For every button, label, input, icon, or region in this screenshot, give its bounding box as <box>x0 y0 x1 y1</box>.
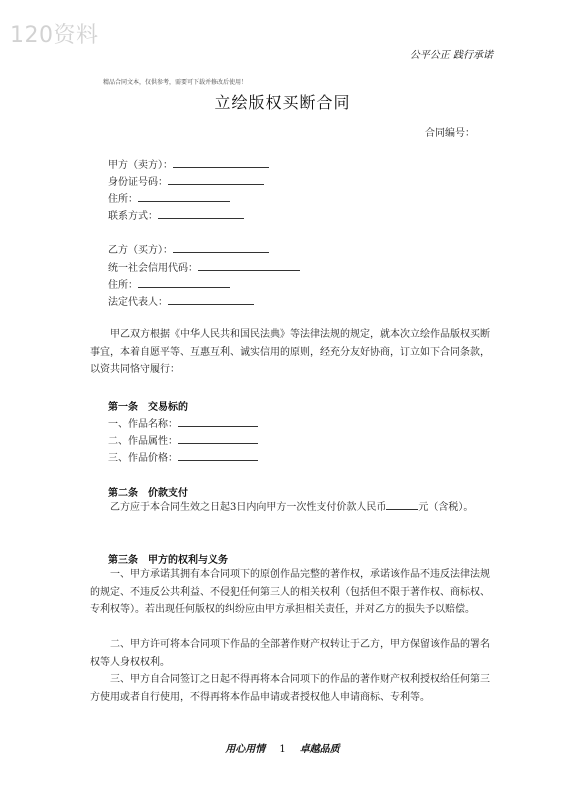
party-a-contact-blank <box>158 208 244 219</box>
footer-right-text: 卓越品质 <box>299 744 340 755</box>
party-a-address-label: 住所： <box>108 194 138 205</box>
party-a-address-blank <box>138 191 230 202</box>
footer-left-text: 用心用情 <box>225 744 266 755</box>
article-1-item <box>108 449 258 464</box>
party-b-credit-code-field <box>108 260 300 277</box>
work-price-blank <box>178 450 258 461</box>
party-a-name-label: 甲方（卖方）： <box>108 160 173 171</box>
party-a-id-field <box>108 174 264 191</box>
party-b-legal-rep-label: 法定代表人： <box>108 297 168 308</box>
party-b-legal-rep-blank <box>168 294 254 305</box>
payment-text-before: 乙方应于本合同生效之日起3日内向甲方一次性支付价款人民币 <box>110 502 387 513</box>
party-a-id-blank <box>168 174 264 185</box>
usage-notice: 精品合同文本，仅供参考，需要可下载并修改后使用！ <box>103 79 248 86</box>
party-b-credit-code-blank <box>198 260 300 271</box>
party-a-name-field <box>108 157 269 174</box>
payment-text-after: 元（含税）。 <box>418 502 474 513</box>
party-a-name-blank <box>173 157 269 168</box>
article-2-paragraph <box>90 499 490 517</box>
watermark-text: 120资料 <box>10 23 99 48</box>
work-attribute-blank <box>178 433 258 444</box>
page-number: 1 <box>279 744 286 755</box>
party-a-contact-field <box>108 208 244 225</box>
article-1-heading: 第一条 交易标的 <box>108 402 188 413</box>
party-b-address-label: 住所： <box>108 280 138 291</box>
article-2-heading: 第二条 价款支付 <box>108 488 188 499</box>
party-b-name-field <box>108 242 269 259</box>
party-a-address-field <box>108 191 230 208</box>
article-3-clause-1: 一、甲方承诺其拥有本合同项下的原创作品完整的著作权，承诺该作品不违反法律法规的规定、不违反公共利益、不侵犯任何第三人的相关权利（包括但不限于著作权、商标权、专利权等）。若出现任何版权的纠纷应由甲方承担相关责任，并对乙方的损失予以赔偿。 <box>90 569 490 615</box>
payment-amount-blank <box>386 499 418 510</box>
work-attribute-label: 二、作品属性： <box>108 436 178 447</box>
party-a-contact-label: 联系方式： <box>108 211 158 222</box>
document-title: 立绘版权买断合同 <box>214 93 351 112</box>
party-b-address-field <box>108 277 230 294</box>
header-slogan: 公平公正 践行承诺 <box>409 50 493 61</box>
work-price-label: 三、作品价格： <box>108 453 178 464</box>
article-1-item <box>108 415 258 430</box>
contract-number-label: 合同编号： <box>425 128 475 139</box>
party-b-credit-code-label: 统一社会信用代码： <box>108 263 198 274</box>
party-b-address-blank <box>138 277 230 288</box>
party-b-legal-rep-field <box>108 294 254 311</box>
preamble-paragraph: 甲乙双方根据《中华人民共和国民法典》等法律法规的规定，就本次立绘作品版权买断事宜，本着自愿平等、互惠互利、诚实信用的原则，经充分友好协商，订立如下合同条款，以资共同恪守履行： <box>90 329 490 375</box>
party-b-name-label: 乙方（买方）： <box>108 245 173 256</box>
page-footer <box>0 740 565 755</box>
article-3-heading: 第三条 甲方的权利与义务 <box>108 555 228 566</box>
article-1-item <box>108 432 258 447</box>
party-a-id-label: 身份证号码： <box>108 177 168 188</box>
work-name-label: 一、作品名称： <box>108 419 178 430</box>
party-b-name-blank <box>173 242 269 253</box>
work-name-blank <box>178 416 258 427</box>
article-3-clause-3: 三、甲方自合同签订之日起不得再将本合同项下的作品的著作财产权利授权给任何第三方使用或者自行使用，不得再将本作品申请或者授权他人申请商标、专利等。 <box>90 674 490 703</box>
article-3-clause-2: 二、甲方许可将本合同项下作品的全部著作财产权转让于乙方，甲方保留该作品的署名权等人身权权利。 <box>90 639 490 668</box>
